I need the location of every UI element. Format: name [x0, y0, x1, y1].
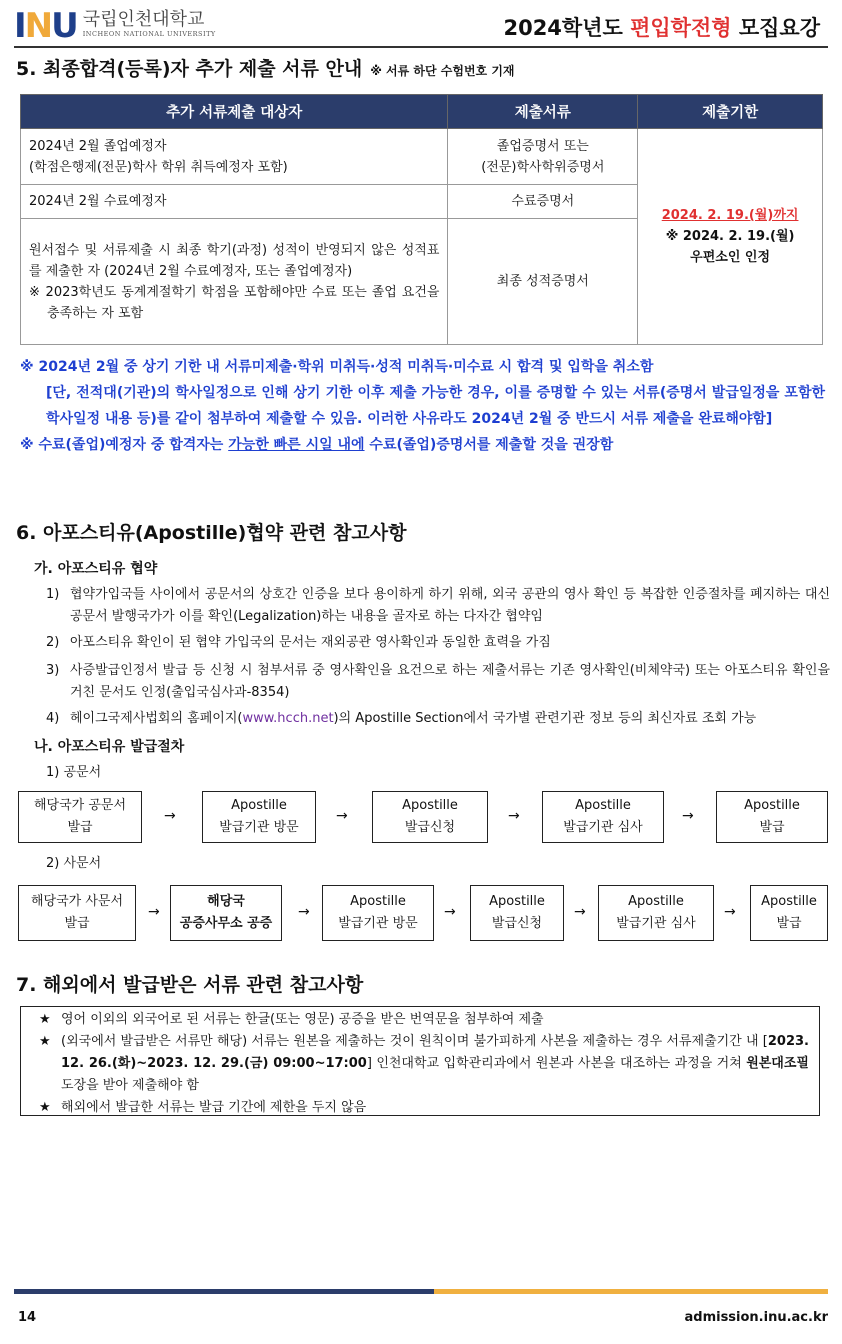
note-cancellation: ※ 2024년 2월 중 상기 기한 내 서류미제출·학위 미취득·성적 미취득·미수료 시 합격 및 입학을 취소함 [20, 359, 654, 375]
arrow-icon: → [336, 808, 348, 824]
target-cell: 원서접수 및 서류제출 시 최종 학기(과정) 성적이 반영되지 않은 성적표를 제출한 자 (2024년 2월 수료예정자, 또는 졸업예정자) ※ 2023학년도 동계계절학기 학점을 포함해야만 수료 또는 졸업 요건을 충족하는 자 포함 [21, 219, 448, 345]
logo-korean-name: 국립인천대학교 [82, 9, 205, 30]
list-item: ★ (외국에서 발급받은 서류만 해당) 서류는 원본을 제출하는 것이 원칙이며 불가피하게 사본을 제출하는 경우 서류제출기간 내 [2023. 12. 26.(화)~2023. 12. 29.(금) 09:00~17:00] 인천대학교 입학관리과에서 원본과 사본을 대조하는 과정을 거쳐 원본대조필 도장을 받아 제출해야 함 [31, 1031, 809, 1097]
logo-mark: INU [14, 6, 77, 46]
deadline-date: 2024. 2. 19.(월)까지 [661, 208, 799, 223]
arrow-icon: → [574, 904, 586, 920]
star-icon: ★ [39, 1034, 51, 1049]
university-logo [14, 6, 216, 46]
document-cell: 졸업증명서 또는 (전문)학사학위증명서 [448, 129, 638, 185]
document-cell: 최종 성적증명서 [448, 219, 638, 345]
star-icon: ★ [39, 1100, 51, 1115]
additional-documents-table [20, 94, 823, 345]
flow-step: Apostille 발급신청 [470, 885, 564, 941]
list-item: 4) 헤이그국제사법회의 홈페이지(www.hcch.net)의 Apostille Section에서 국가별 관련기관 정보 등의 최신자료 조회 가능 [46, 711, 757, 726]
list-item: 3) 사증발급인정서 발급 등 신청 시 첨부서류 중 영사확인을 요건으로 하는 제출서류는 기존 영사확인(비체약국) 또는 아포스티유 확인을 거친 문서도 인정(출입국심사과-8354) [46, 663, 830, 700]
column-header: 제출기한 [638, 95, 823, 129]
note-recommendation: ※ 수료(졸업)예정자 중 합격자는 가능한 빠른 시일 내에 수료(졸업)증명서를 제출할 것을 권장함 [20, 437, 614, 453]
arrow-icon: → [298, 904, 310, 920]
column-header: 제출서류 [448, 95, 638, 129]
footer-bar-gold [434, 1289, 828, 1294]
overseas-documents-box [20, 1006, 820, 1116]
section-5-title: 5. 최종합격(등록)자 추가 제출 서류 안내 ※ 서류 하단 수험번호 기재 [16, 58, 515, 80]
flow-step: Apostille 발급기관 방문 [322, 885, 434, 941]
page-number: 14 [18, 1310, 37, 1325]
flow-step: Apostille 발급기관 심사 [598, 885, 714, 941]
list-item: 2) 아포스티유 확인이 된 협약 가입국의 문서는 재외공관 영사확인과 동일한 효력을 가짐 [46, 635, 551, 650]
target-cell: 2024년 2월 졸업예정자 (학점은행제(전문)학사 학위 취득예정자 포함) [21, 129, 448, 185]
list-item: 1) 협약가입국들 사이에서 공문서의 상호간 인증을 보다 용이하게 하기 위해, 외국 공관의 영사 확인 등 복잡한 인증절차를 폐지하는 대신 공문서 발행국가가 이를 확인(Legalization)하는 내용을 골자로 하는 다자간 협약임 [46, 587, 830, 624]
star-icon: ★ [39, 1012, 51, 1027]
arrow-icon: → [444, 904, 456, 920]
page-header [14, 6, 828, 44]
list-item: ★ 해외에서 발급한 서류는 발급 기간에 제한을 두지 않음 [31, 1097, 809, 1119]
flow-step: 해당국가 사문서 발급 [18, 885, 136, 941]
deadline-cell [638, 129, 823, 345]
deadline-note: ※ 2024. 2. 19.(월) [665, 229, 795, 244]
flow-step: Apostille 발급신청 [372, 791, 488, 843]
arrow-icon: → [682, 808, 694, 824]
flow-2-label: 2) 사문서 [46, 856, 102, 871]
section-6-title: 6. 아포스티유(Apostille)협약 관련 참고사항 [16, 522, 407, 544]
arrow-icon: → [724, 904, 736, 920]
arrow-icon: → [164, 808, 176, 824]
arrow-icon: → [508, 808, 520, 824]
target-cell: 2024년 2월 수료예정자 [21, 185, 448, 219]
flow-step: Apostille 발급 [750, 885, 828, 941]
flow-step: Apostille 발급 [716, 791, 828, 843]
subsection-b-title: 나. 아포스티유 발급절차 [34, 739, 185, 755]
footer-bar-navy [14, 1289, 434, 1294]
flow-step: Apostille 발급기관 심사 [542, 791, 664, 843]
flow-step: 해당국가 공문서 발급 [18, 791, 142, 843]
section-5-notes [20, 354, 825, 458]
flow-step-notary: 해당국 공증사무소 공증 [170, 885, 282, 941]
table-header-row [21, 95, 823, 129]
document-cell: 수료증명서 [448, 185, 638, 219]
deadline-postmark: 우편소인 인정 [690, 250, 771, 265]
subsection-a-title: 가. 아포스티유 협약 [34, 561, 158, 577]
document-title: 2024학년도 편입학전형 모집요강 [503, 16, 820, 40]
note-exception: [단, 전적대(기관)의 학사일정으로 인해 상기 기한 이후 제출 가능한 경우, 이를 증명할 수 있는 서류(증명서 발급일정을 포함한 학사일정 내용 등)를 같이 첨부하여 제출할 수 있음. 이러한 사유라도 2024년 2월 중 반드시 서류 제출을 완료해야함] [46, 385, 825, 427]
section-7-title: 7. 해외에서 발급받은 서류 관련 참고사항 [16, 974, 364, 996]
flow-step: Apostille 발급기관 방문 [202, 791, 316, 843]
list-item: ★ 영어 이외의 외국어로 된 서류는 한글(또는 영문) 공증을 받은 번역문을 첨부하여 제출 [31, 1009, 809, 1031]
section-5-note: ※ 서류 하단 수험번호 기재 [370, 64, 515, 78]
arrow-icon: → [148, 904, 160, 920]
table-row [21, 129, 823, 185]
hcch-link[interactable]: www.hcch.net [242, 711, 334, 726]
column-header: 추가 서류제출 대상자 [21, 95, 448, 129]
header-divider [14, 46, 828, 48]
footer-website[interactable]: admission.inu.ac.kr [684, 1310, 828, 1325]
logo-english-name: INCHEON NATIONAL UNIVERSITY [82, 30, 216, 38]
flow-1-label: 1) 공문서 [46, 765, 102, 780]
